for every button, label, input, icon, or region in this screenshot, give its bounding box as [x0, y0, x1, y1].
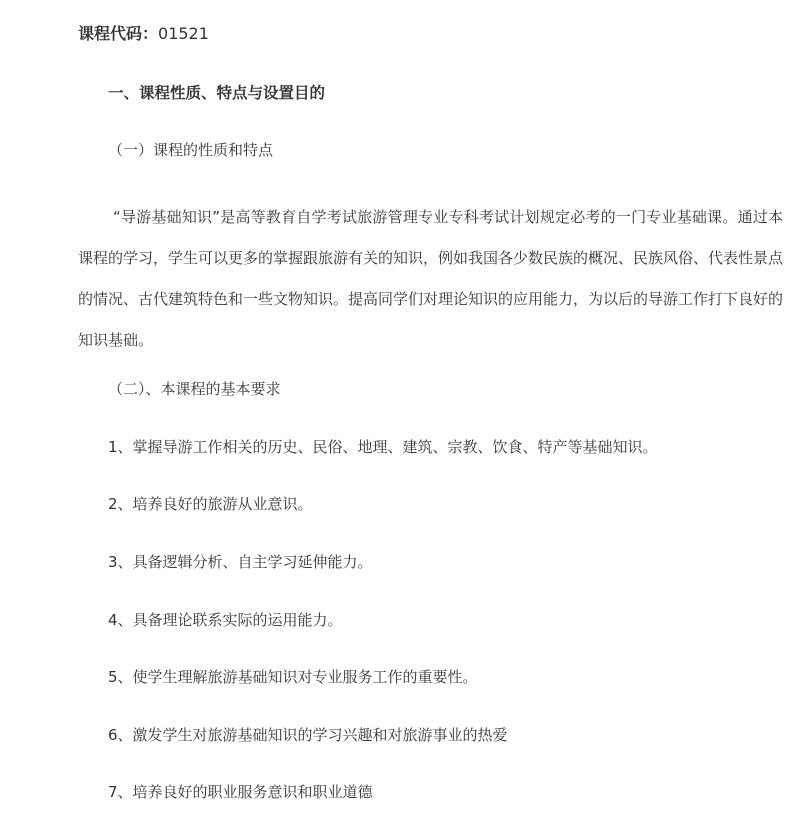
course-description-paragraph: “导游基础知识”是高等教育自学考试旅游管理专业专科考试计划规定必考的一门专业基础课。通过本课程的学习，学生可以更多的掌握跟旅游有关的知识，例如我国各少数民族的概况、民族风俗、代表性景点的情况、古代建筑特色和一些文物知识。提高同学们对理论知识的应用能力，为以后的导游工作打下良好的知识基础。 — [78, 208, 784, 349]
course-code-label: 课程代码： — [78, 24, 159, 43]
course-code-value: 01521 — [158, 24, 209, 43]
subsection-heading-requirements: （二）、本课程的基本要求 — [108, 380, 281, 398]
requirement-item: 3、具备逻辑分析、自主学习延伸能力。 — [108, 553, 373, 571]
course-code-line — [78, 23, 209, 45]
section-heading: 一、课程性质、特点与设置目的 — [108, 84, 326, 102]
requirement-item: 7、培养良好的职业服务意识和职业道德 — [108, 783, 373, 801]
requirement-item: 1、掌握导游工作相关的历史、民俗、地理、建筑、宗教、饮食、特产等基础知识。 — [108, 438, 658, 456]
requirement-item: 4、具备理论联系实际的运用能力。 — [108, 611, 343, 629]
subsection-heading-nature: （一）课程的性质和特点 — [108, 141, 274, 159]
requirement-item: 2、培养良好的旅游从业意识。 — [108, 495, 313, 513]
requirement-item: 5、使学生理解旅游基础知识对专业服务工作的重要性。 — [108, 668, 478, 686]
requirement-item: 6、激发学生对旅游基础知识的学习兴趣和对旅游事业的热爱 — [108, 726, 508, 744]
